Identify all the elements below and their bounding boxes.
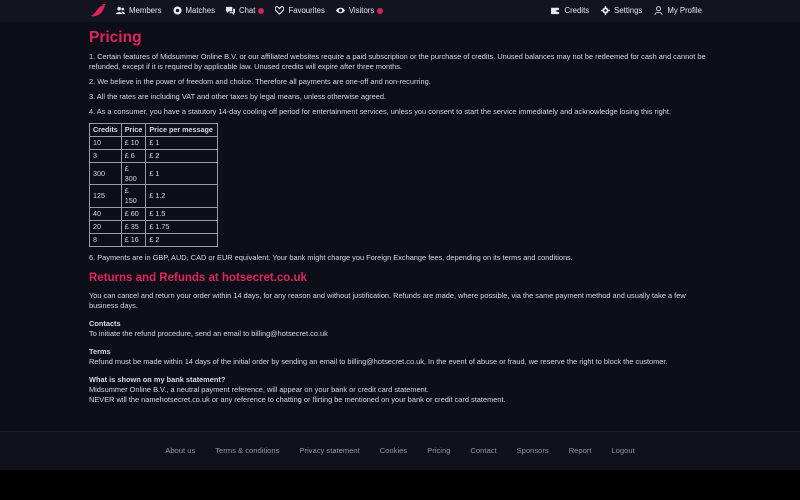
nav-settings-label: Settings — [614, 5, 643, 15]
table-row — [90, 220, 218, 233]
table-cell: £ 300 — [121, 162, 146, 184]
nav-my-profile-label: My Profile — [667, 5, 702, 15]
table-row — [90, 149, 218, 162]
nav-favourites-label: Favourites — [288, 5, 325, 15]
nav-credits[interactable] — [551, 6, 589, 17]
pricing-table — [89, 123, 218, 247]
table-cell: £ 1 — [146, 136, 218, 149]
matches-icon — [173, 6, 182, 15]
top-navigation — [0, 0, 800, 22]
table-cell: £ 1 — [146, 162, 218, 184]
user-icon — [654, 6, 663, 15]
table-cell: £ 1.5 — [146, 207, 218, 220]
table-cell: 8 — [90, 233, 122, 246]
table-cell: £ 16 — [121, 233, 146, 246]
bank-statement-line-2: NEVER will the namehotsecret.co.uk or any reference to chatting or flirting be mentioned on your bank or credit card statement. — [89, 394, 506, 404]
chat-icon — [226, 6, 235, 15]
refunds-title: Returns and Refunds at hotsecret.co.uk — [89, 271, 307, 284]
nav-chat-label: Chat — [238, 5, 256, 15]
table-cell: 3 — [90, 149, 122, 162]
table-row — [90, 162, 218, 184]
wallet-icon — [551, 6, 560, 15]
table-row — [90, 233, 218, 246]
nav-visitors[interactable] — [336, 6, 383, 17]
terms-heading: Terms — [89, 346, 111, 356]
bottom-bar — [0, 470, 800, 500]
table-cell: £ 150 — [121, 185, 146, 207]
chat-notification-badge — [258, 8, 264, 14]
table-cell: 300 — [90, 162, 122, 184]
nav-chat[interactable] — [226, 6, 264, 17]
nav-members[interactable] — [116, 6, 162, 17]
pricing-paragraph-6: 6. Payments are in GBP, AUD, CAD or EUR equivalent. Your bank might charge you Foreign Exchange fees, depending on its terms and conditions. — [89, 252, 573, 262]
table-cell: 125 — [90, 185, 122, 207]
bank-statement-heading: What is shown on my bank statement? — [89, 374, 226, 384]
table-cell: 40 — [90, 207, 122, 220]
nav-matches-label: Matches — [185, 5, 215, 15]
pricing-title: Pricing — [89, 29, 142, 46]
nav-right-group — [539, 6, 702, 17]
footer-link-contact[interactable]: Contact — [470, 445, 497, 455]
terms-text: Refund must be made within 14 days of the initial order by sending an email to billing@hotsecret.co.uk, In the event of abuse or fraud, we reserve the right to block the customer. — [89, 356, 668, 366]
table-cell: £ 10 — [121, 136, 146, 149]
table-header-cell: Price per message — [146, 123, 218, 136]
gear-icon — [601, 6, 610, 15]
table-cell: £ 60 — [121, 207, 146, 220]
pricing-paragraph-2: 2. We believe in the power of freedom and choice. Therefore all payments are one-off and non-recurring. — [89, 76, 431, 86]
nav-my-profile[interactable] — [654, 6, 702, 17]
nav-members-label: Members — [129, 5, 162, 15]
footer-link-cookies[interactable]: Cookies — [379, 445, 408, 455]
chili-logo-icon[interactable] — [90, 4, 106, 18]
table-header-cell: Credits — [90, 123, 122, 136]
contacts-heading: Contacts — [89, 318, 121, 328]
contacts-text: To initiate the refund procedure, send an email to billing@hotsecret.co.uk — [89, 328, 328, 338]
footer-link-pricing[interactable]: Pricing — [427, 445, 451, 455]
table-cell: 10 — [90, 136, 122, 149]
table-cell: £ 6 — [121, 149, 146, 162]
nav-matches[interactable] — [173, 6, 215, 17]
main-content — [89, 28, 714, 405]
table-row — [90, 207, 218, 220]
table-cell: £ 1.75 — [146, 220, 218, 233]
nav-credits-label: Credits — [564, 5, 590, 15]
table-cell: £ 2 — [146, 233, 218, 246]
pricing-table-header — [90, 123, 218, 136]
footer-link-privacy[interactable]: Privacy statement — [299, 445, 360, 455]
footer-link-about-us[interactable]: About us — [165, 445, 196, 455]
table-cell: £ 1.2 — [146, 185, 218, 207]
pricing-paragraph-4: 4. As a consumer, you have a statutory 14-day cooling-off period for entertainment services, unless you consent to start the service immediately and acknowledge losing this right. — [89, 106, 671, 116]
table-cell: £ 35 — [121, 220, 146, 233]
table-header-cell: Price — [121, 123, 146, 136]
footer-link-terms[interactable]: Terms & conditions — [215, 445, 280, 455]
footer-link-sponsors[interactable]: Sponsors — [516, 445, 549, 455]
pricing-paragraph-3: 3. All the rates are including VAT and other taxes by legal means, unless otherwise agreed. — [89, 91, 387, 101]
heart-icon — [275, 6, 284, 15]
nav-settings[interactable] — [601, 6, 642, 17]
nav-favourites[interactable] — [275, 6, 324, 17]
eye-icon — [336, 6, 345, 15]
members-icon — [116, 6, 125, 15]
footer-link-report[interactable]: Report — [568, 445, 592, 455]
table-row — [90, 136, 218, 149]
table-cell: 20 — [90, 220, 122, 233]
visitors-notification-badge — [377, 8, 383, 14]
pricing-paragraph-1: 1. Certain features of Midsummer Online B.V. or our affiliated websites require a paid subscription or the purchase of credits. Unused balances may not be redeemed for cash and cannot be refunded, except if it is required by applicable law. Unused credits will expire after three months. — [89, 52, 706, 71]
footer-link-logout[interactable]: Logout — [611, 445, 635, 455]
table-row — [90, 185, 218, 207]
table-cell: £ 2 — [146, 149, 218, 162]
footer — [0, 431, 800, 470]
refunds-intro: You can cancel and return your order within 14 days, for any reason and without justification. Refunds are made, where possible, via the same payment method and usually take a few business days. — [89, 290, 686, 310]
nav-inner — [90, 0, 702, 22]
bank-statement-line-1: Midsummer Online B.V., a neutral payment reference, will appear on your bank or credit card statement. — [89, 384, 429, 394]
nav-visitors-label: Visitors — [348, 5, 375, 15]
